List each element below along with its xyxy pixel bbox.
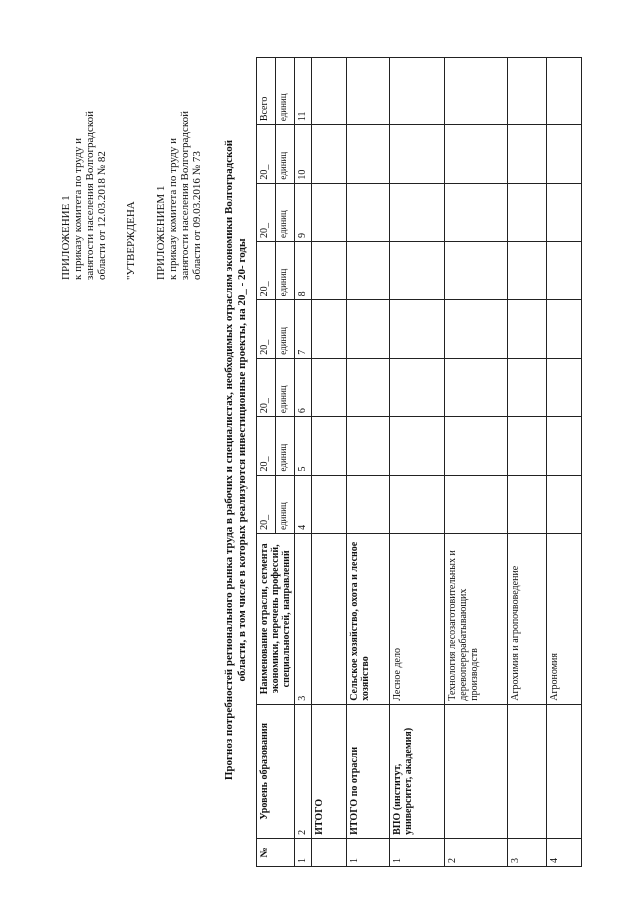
cell — [547, 183, 582, 241]
cell — [547, 358, 582, 416]
cell — [445, 125, 508, 183]
row-level — [547, 704, 582, 838]
cell — [312, 475, 347, 533]
header-year: 20_ — [257, 358, 276, 416]
cell — [445, 358, 508, 416]
cell — [390, 358, 445, 416]
row-number: 3 — [508, 838, 547, 866]
table-row — [508, 58, 547, 867]
cell — [547, 125, 582, 183]
appendix-header-previous — [155, 20, 203, 280]
column-number: 5 — [295, 417, 312, 475]
header-level: Уровень образования — [257, 704, 295, 838]
cell — [390, 125, 445, 183]
cell — [312, 358, 347, 416]
column-number: 3 — [295, 533, 312, 704]
header-unit: единиц — [276, 475, 295, 533]
cell — [312, 58, 347, 125]
cell — [547, 241, 582, 299]
header-line: к приказу комитета по труду и — [72, 138, 84, 280]
header-year: 20_ — [257, 183, 276, 241]
cell — [347, 125, 390, 183]
row-level: ИТОГО по отрасли — [347, 704, 390, 838]
header-line: ПРИЛОЖЕНИЕМ 1 — [155, 185, 167, 280]
header-year: 20_ — [257, 300, 276, 358]
cell — [347, 183, 390, 241]
cell — [390, 417, 445, 475]
cell — [445, 183, 508, 241]
row-number: 4 — [547, 838, 582, 866]
cell — [312, 533, 347, 704]
column-number: 6 — [295, 358, 312, 416]
cell — [347, 58, 390, 125]
table-header-row — [257, 58, 276, 867]
header-year: 20_ — [257, 475, 276, 533]
row-level: ВПО (институт, университет, академия) — [390, 704, 445, 838]
cell — [445, 58, 508, 125]
approved-label — [125, 20, 137, 280]
cell — [347, 475, 390, 533]
column-number: 7 — [295, 300, 312, 358]
cell — [547, 417, 582, 475]
cell — [508, 125, 547, 183]
column-number: 11 — [295, 58, 312, 125]
cell — [508, 475, 547, 533]
title-line: Прогноз потребностей регионального рынка труда в рабочих и специалистах, необходимых отраслям экономики Волгоградской — [223, 139, 235, 781]
cell — [312, 838, 347, 866]
cell — [347, 358, 390, 416]
header-year: 20_ — [257, 241, 276, 299]
cell — [508, 358, 547, 416]
forecast-table — [256, 57, 582, 867]
cell — [390, 58, 445, 125]
cell — [508, 417, 547, 475]
row-number: 1 — [347, 838, 390, 866]
cell — [312, 183, 347, 241]
header-unit: единиц — [276, 58, 295, 125]
row-name: Сельское хозяйство, охота и лесное хозяйство — [347, 533, 390, 704]
cell — [445, 475, 508, 533]
header-total: Всего — [257, 58, 276, 125]
column-number: 4 — [295, 475, 312, 533]
header-line: ПРИЛОЖЕНИЕ 1 — [60, 195, 72, 280]
header-unit: единиц — [276, 358, 295, 416]
header-unit: единиц — [276, 125, 295, 183]
row-name: Лесное дело — [390, 533, 445, 704]
header-unit: единиц — [276, 183, 295, 241]
cell — [508, 58, 547, 125]
header-unit: единиц — [276, 300, 295, 358]
column-number: 1 — [295, 838, 312, 866]
table-row — [445, 58, 508, 867]
header-year: 20_ — [257, 417, 276, 475]
header-unit: единиц — [276, 417, 295, 475]
cell — [390, 183, 445, 241]
row-number: 1 — [390, 838, 445, 866]
column-number: 2 — [295, 704, 312, 838]
header-line: области от 09.03.2016 № 73 — [191, 151, 203, 280]
cell — [312, 417, 347, 475]
appendix-header-current — [60, 20, 108, 280]
table-row — [547, 58, 582, 867]
header-line: занятости населения Волгоградской — [84, 110, 96, 280]
cell — [508, 241, 547, 299]
header-unit: единиц — [276, 241, 295, 299]
header-line: к приказу комитета по труду и — [167, 138, 179, 280]
total-label: ИТОГО — [312, 704, 347, 838]
row-level — [445, 704, 508, 838]
total-row — [312, 58, 347, 867]
cell — [312, 300, 347, 358]
document-title — [223, 40, 249, 880]
row-name: Технология лесозаготовительных и деревоперерабатывающих производств — [445, 533, 508, 704]
cell — [508, 300, 547, 358]
row-level — [508, 704, 547, 838]
table-row — [390, 58, 445, 867]
header-line: "УТВЕРЖДЕНА — [125, 201, 137, 280]
row-number: 2 — [445, 838, 508, 866]
header-line: занятости населения Волгоградской — [179, 110, 191, 280]
header-name: Наименование отрасли, сегмента экономики, перечень профессий, специальностей, направлений — [257, 533, 295, 704]
cell — [547, 475, 582, 533]
column-number: 8 — [295, 241, 312, 299]
column-number-row — [295, 58, 312, 867]
cell — [445, 300, 508, 358]
cell — [547, 300, 582, 358]
cell — [445, 241, 508, 299]
column-number: 10 — [295, 125, 312, 183]
title-line: области, в том числе в которых реализуются инвестиционные проекты, на 20_ - 20- годы — [236, 238, 248, 682]
row-name: Агрономия — [547, 533, 582, 704]
cell — [445, 417, 508, 475]
cell — [312, 125, 347, 183]
cell — [547, 58, 582, 125]
cell — [390, 241, 445, 299]
cell — [347, 417, 390, 475]
header-no: № — [257, 838, 295, 866]
cell — [390, 300, 445, 358]
header-year: 20_ — [257, 125, 276, 183]
cell — [347, 300, 390, 358]
cell — [390, 475, 445, 533]
cell — [347, 241, 390, 299]
header-line: области от 12.03.2018 № 82 — [96, 151, 108, 280]
cell — [508, 183, 547, 241]
row-name: Агрохимия и агропочвоведение — [508, 533, 547, 704]
column-number: 9 — [295, 183, 312, 241]
cell — [312, 241, 347, 299]
table-row — [347, 58, 390, 867]
